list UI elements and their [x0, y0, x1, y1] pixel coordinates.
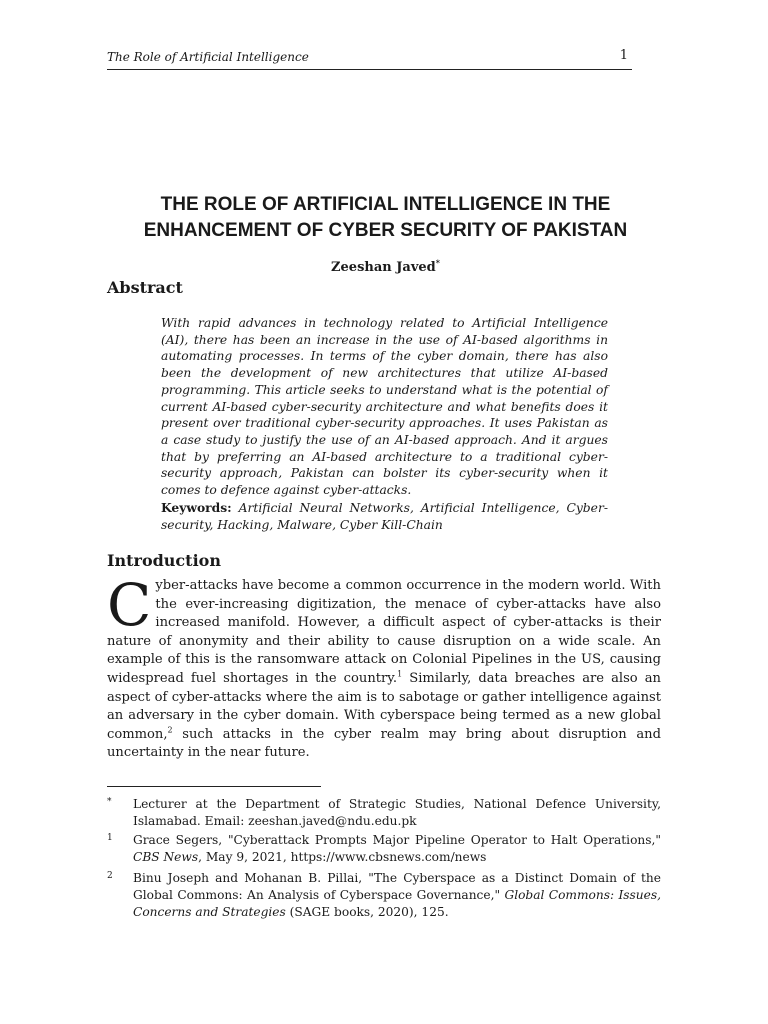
- keywords-label: Keywords:: [161, 500, 232, 515]
- title-line-2: ENHANCEMENT OF CYBER SECURITY OF PAKISTAN: [143, 220, 628, 241]
- page-number: 1: [619, 48, 628, 63]
- footnote-divider: [107, 786, 321, 787]
- intro-text-2: Similarly, data breaches are also an aspect of cyber-attacks where the aim is to sabotage or gather intelligence against an adversary in the cyber domain. With cyberspace being termed as a new global common,: [107, 670, 661, 742]
- footnote-text: Lecturer at the Department of Strategic Studies, National Defence University, Islamabad. Email: zeeshan.javed@ndu.edu.pk: [133, 797, 661, 828]
- footnote-1: [107, 832, 661, 866]
- paper-title: [107, 192, 664, 244]
- keywords-list: Artificial Neural Networks, Artificial Intelligence, Cyber-security, Hacking, Malware, Cyber Kill-Chain: [161, 501, 608, 532]
- footnote-author: [107, 796, 661, 830]
- footnote-mark: *: [107, 797, 112, 807]
- drop-cap: C: [107, 571, 152, 639]
- author: [107, 257, 664, 275]
- running-title: The Role of Artificial Intelligence: [107, 50, 309, 64]
- running-header: [107, 50, 632, 70]
- footnote-text-part: Grace Segers, "Cyberattack Prompts Major Pipeline Operator to Halt Operations,": [133, 833, 661, 847]
- title-line-1: THE ROLE OF ARTIFICIAL INTELLIGENCE IN THE: [160, 194, 611, 215]
- introduction-heading: Introduction: [107, 551, 221, 570]
- author-name: Zeeshan Javed: [331, 260, 436, 275]
- abstract-text: With rapid advances in technology related to Artificial Intelligence (AI), there has been an increase in the use of AI-based algorithms in automating processes. In terms of the cyber domain, there has also been the development of new architectures that utilize AI-based programming. This article seeks to understand what is the potential of current AI-based cyber-security architecture and what benefits does it present over traditional cyber-security approaches. It uses Pakistan as a case study to justify the use of an AI-based approach. And it argues that by preferring an AI-based architecture to a traditional cyber-security approach, Pakistan can bolster its cyber-security when it comes to defence against cyber-attacks.: [161, 316, 608, 498]
- author-footnote-mark: *: [435, 257, 440, 268]
- intro-text-3: such attacks in the cyber realm may bring about disruption and uncertainty in the near future.: [107, 726, 661, 761]
- footnote-mark: 1: [107, 833, 113, 843]
- introduction-paragraph: [107, 571, 661, 763]
- footnote-text-part: , May 9, 2021, https://www.cbsnews.com/news: [198, 850, 487, 864]
- footnote-ref-2: 2: [167, 725, 173, 735]
- footnote-2: [107, 870, 661, 921]
- abstract-heading: Abstract: [107, 278, 183, 297]
- footnote-text: [133, 832, 661, 866]
- footnote-mark: 2: [107, 871, 113, 881]
- footnote-text: [133, 870, 661, 921]
- footnote-ref-1: 1: [397, 669, 403, 679]
- footnote-source: Global Commons: Issues, Concerns and Strategies: [133, 888, 661, 919]
- keywords: [161, 500, 608, 533]
- footnote-source: CBS News: [133, 850, 199, 864]
- intro-text-1: yber-attacks have become a common occurrence in the modern world. With the ever-increasing digitization, the menace of cyber-attacks have also increased manifold. However, a difficult aspect of cyber-attacks is their nature of anonymity and their ability to cause disruption on a wide scale. An example of this is the ransomware attack on Colonial Pipelines in the US, causing widespread fuel shortages in the country.: [107, 578, 661, 686]
- footnote-text-part: (SAGE books, 2020), 125.: [285, 905, 449, 919]
- footnote-text-part: Binu Joseph and Mohanan B. Pillai, "The Cyberspace as a Distinct Domain of the Global Commons: An Analysis of Cyberspace Governance,": [133, 871, 661, 902]
